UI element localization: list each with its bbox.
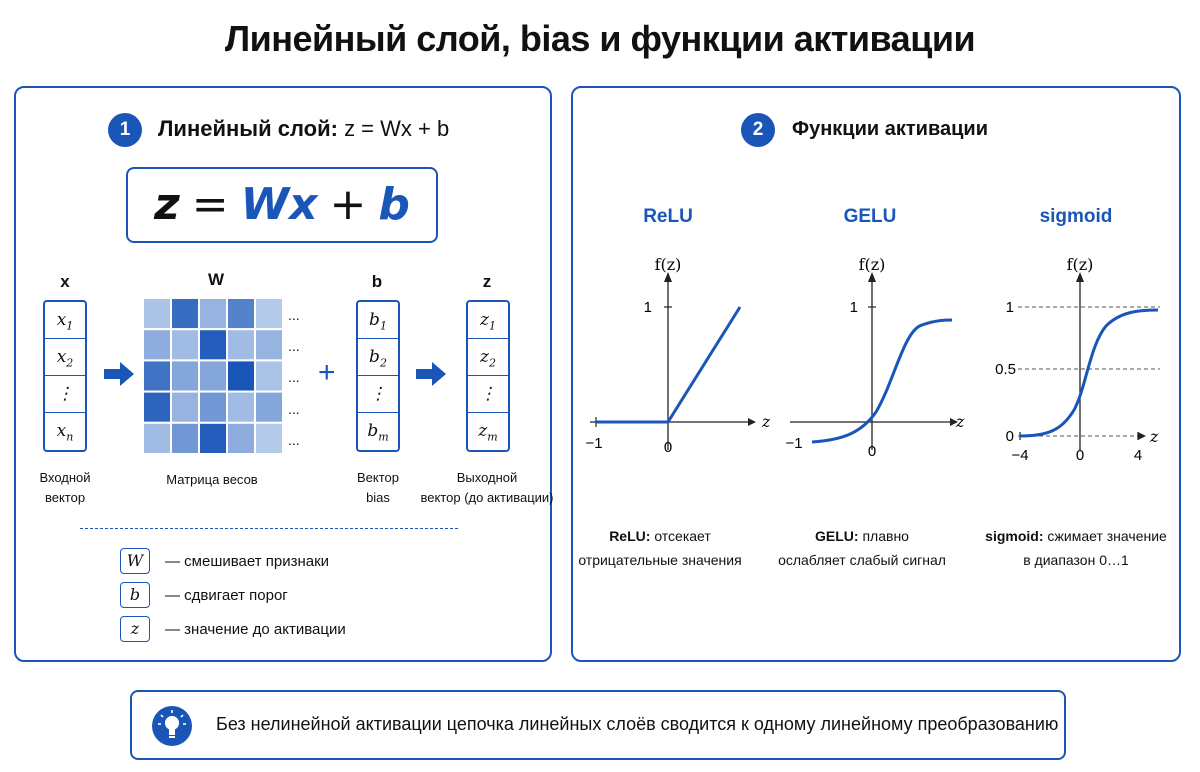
weight-row-ellipsis: ... <box>288 431 300 448</box>
sigmoid-desc-line2: в диапазон 0…1 <box>1023 552 1129 568</box>
weight-cell <box>227 360 255 391</box>
note-text: Без нелинейной активации цепочка линейных слоёв сводится к одному линейному преобразованию <box>216 714 1059 734</box>
sigmoid-plot <box>990 250 1170 465</box>
sigmoid-tick-x4: 4 <box>1133 447 1143 464</box>
formula-z: z <box>154 179 180 230</box>
linear-layer-heading-label: Линейный слой: <box>158 116 338 141</box>
linear-layer-heading <box>158 116 449 142</box>
formula-wx: Wx <box>240 179 318 230</box>
weight-cell <box>171 423 199 454</box>
bias-vector-cell: $b_2$ <box>358 339 398 376</box>
output-vector-cell: $z_1$ <box>468 302 508 339</box>
relu-desc-line2: отрицательные значения <box>578 552 742 568</box>
gelu-tick-yneg: −1 <box>785 435 803 452</box>
weight-cell <box>227 423 255 454</box>
weight-cell <box>143 392 171 423</box>
input-vector-cell: ⋮ <box>45 376 85 413</box>
weight-matrix-ellipsis <box>288 300 308 456</box>
gelu-desc-line1: плавно <box>862 528 909 544</box>
gelu-axis-y-label: f(z) <box>858 255 886 274</box>
input-vector-cell: $x_n$ <box>56 421 74 444</box>
gelu-axis-x-label: z <box>956 412 965 431</box>
input-vector-cell: $x_2$ <box>45 339 85 376</box>
sigmoid-desc-line1: сжимает значение <box>1047 528 1167 544</box>
weight-cell <box>199 329 227 360</box>
relu-tick-xneg: −1 <box>585 435 603 452</box>
relu-plot <box>580 250 770 460</box>
output-vector <box>466 300 510 452</box>
legend-key-w: W <box>120 548 150 574</box>
legend-key-z: z <box>120 616 150 642</box>
bias-vector <box>356 300 400 452</box>
arrow-right-icon <box>104 362 136 386</box>
formula-equals: = <box>191 179 229 230</box>
activation-heading: Функции активации <box>792 118 988 140</box>
weight-cell <box>199 298 227 329</box>
weight-cell <box>171 298 199 329</box>
gelu-plot <box>784 250 974 465</box>
relu-desc-line1: отсекает <box>654 528 711 544</box>
bias-vector-caption-line2: bias <box>366 490 390 505</box>
bias-vector-cell: $b_1$ <box>358 302 398 339</box>
output-vector-caption-line1: Выходной <box>456 470 518 485</box>
input-vector-caption <box>20 468 110 508</box>
sigmoid-title: sigmoid <box>1039 206 1113 227</box>
weight-matrix-caption: Матрица весов <box>166 472 258 487</box>
sigmoid-tick-x0: 0 <box>1075 447 1085 464</box>
weight-cell <box>143 360 171 391</box>
output-vector-caption <box>412 468 562 508</box>
weight-cell <box>171 360 199 391</box>
relu-desc-bold: ReLU: <box>609 528 651 544</box>
gelu-description <box>762 524 962 572</box>
weight-cell <box>255 298 283 329</box>
input-vector-caption-line1: Входной <box>39 470 91 485</box>
linear-layer-heading-equation: z = Wx + b <box>344 116 450 141</box>
formula-b: b <box>378 179 410 230</box>
relu-tick-x0: 0 <box>663 439 673 456</box>
sigmoid-desc-bold: sigmoid: <box>985 528 1044 544</box>
gelu-desc-line2: ослабляет слабый сигнал <box>778 552 946 568</box>
weight-cell <box>255 392 283 423</box>
input-vector-caption-line2: вектор <box>44 490 86 505</box>
weight-matrix <box>143 298 283 454</box>
weight-row-ellipsis: ... <box>288 369 300 386</box>
gelu-tick-x0: 0 <box>867 443 877 460</box>
weight-cell <box>255 423 283 454</box>
bias-vector-cell: ⋮ <box>358 376 398 413</box>
output-vector-cell: ⋮ <box>468 376 508 413</box>
weight-cell <box>199 360 227 391</box>
sigmoid-tick-y05: 0.5 <box>995 361 1016 378</box>
weight-row-ellipsis: ... <box>288 307 300 323</box>
w-matrix-label: W <box>207 270 225 289</box>
weight-cell <box>171 392 199 423</box>
section-badge-1: 1 <box>108 113 142 147</box>
weight-cell <box>199 423 227 454</box>
weight-cell <box>227 392 255 423</box>
output-vector-cell: $z_2$ <box>468 339 508 376</box>
weight-cell <box>143 329 171 360</box>
relu-axis-y-label: f(z) <box>654 255 682 274</box>
bias-vector-cell: $b_m$ <box>367 421 389 444</box>
sigmoid-tick-y1: 1 <box>1005 299 1014 316</box>
formula-box <box>126 167 438 243</box>
gelu-tick-y1: 1 <box>849 299 858 316</box>
legend-text-b: — сдвигает порог <box>165 587 288 604</box>
gelu-desc-bold: GELU: <box>815 528 859 544</box>
key-takeaway-note <box>130 690 1066 760</box>
weight-cell <box>143 298 171 329</box>
sigmoid-tick-xneg: −4 <box>1011 447 1029 464</box>
plus-sign: + <box>318 356 336 389</box>
legend-text-w: — смешивает признаки <box>165 553 330 570</box>
output-vector-cell: $z_m$ <box>478 421 498 444</box>
lightbulb-icon <box>152 706 192 746</box>
sigmoid-axis-y-label: f(z) <box>1066 255 1094 274</box>
relu-title: ReLU <box>643 206 693 227</box>
sigmoid-description <box>976 524 1176 572</box>
input-vector-cell: $x_1$ <box>45 302 85 339</box>
section-badge-2: 2 <box>741 113 775 147</box>
relu-description <box>560 524 760 572</box>
z-vector-label: z <box>482 272 492 291</box>
gelu-title: GELU <box>843 206 897 227</box>
weight-cell <box>199 392 227 423</box>
legend-key-b: b <box>120 582 150 608</box>
section-divider <box>80 528 458 529</box>
relu-axis-x-label: z <box>762 412 770 431</box>
weight-cell <box>255 360 283 391</box>
sigmoid-tick-y0: 0 <box>1005 428 1014 445</box>
legend-text-z: — значение до активации <box>165 621 346 638</box>
weight-cell <box>255 329 283 360</box>
arrow-right-icon <box>416 362 448 386</box>
weight-cell <box>171 329 199 360</box>
bias-vector-caption <box>338 468 418 508</box>
page-title: Линейный слой, bias и функции активации <box>224 18 976 59</box>
bias-vector-caption-line1: Вектор <box>356 470 399 485</box>
b-vector-label: b <box>371 272 383 291</box>
x-vector-label: x <box>60 272 70 291</box>
weight-row-ellipsis: ... <box>288 400 300 417</box>
weight-cell <box>143 423 171 454</box>
weight-cell <box>227 329 255 360</box>
relu-tick-y1: 1 <box>643 299 652 316</box>
sigmoid-axis-x-label: z <box>1150 427 1159 446</box>
input-vector <box>43 300 87 452</box>
output-vector-caption-line2: вектор (до активации) <box>420 490 554 505</box>
formula-plus: + <box>329 179 367 230</box>
weight-row-ellipsis: ... <box>288 338 300 355</box>
weight-cell <box>227 298 255 329</box>
